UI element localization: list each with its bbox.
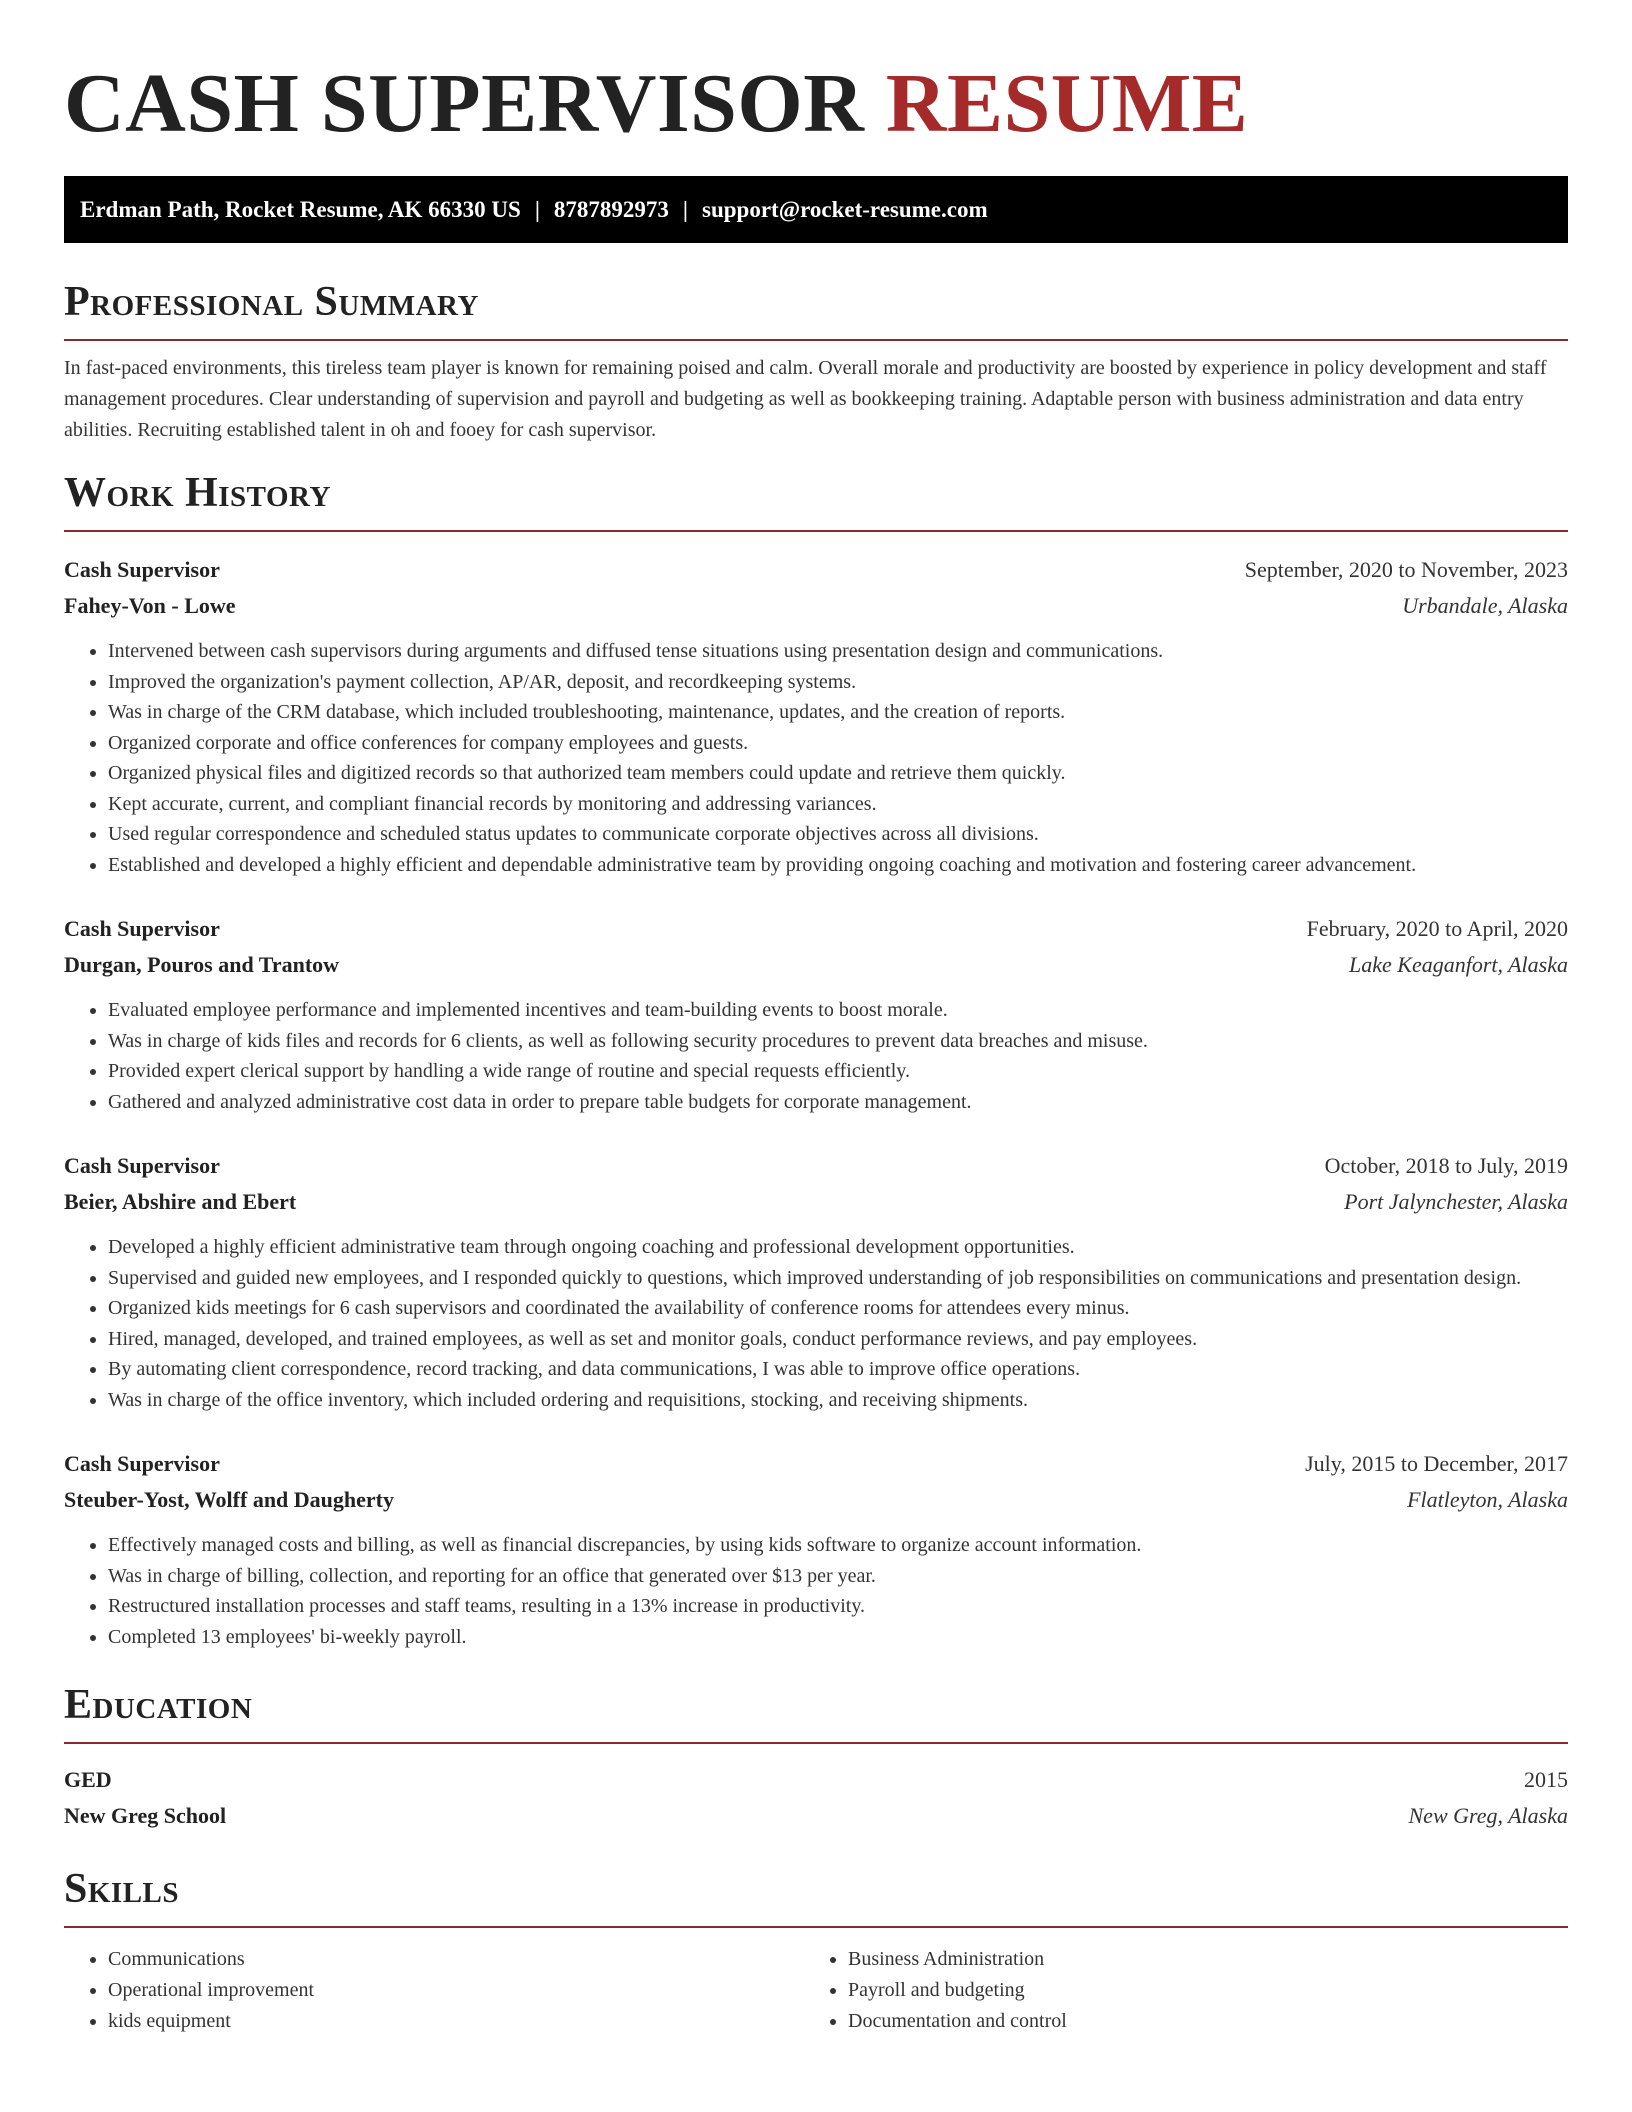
skill-item: • Communications [108,1944,804,1975]
job-company: Steuber-Yost, Wolff and Daugherty [64,1487,395,1512]
skill-item: • Payroll and budgeting [848,1975,1544,2006]
job-list [64,552,1568,1652]
summary-heading: Professional Summary [64,279,479,325]
education-heading: Education [64,1682,253,1728]
skills-list [64,1944,1568,2037]
job-company: Durgan, Pouros and Trantow [64,952,340,977]
contact-phone: 8787892973 [553,196,669,222]
job-bullet: • Hired, managed, developed, and trained employees, as well as set and monitor goals, conduct performance reviews, and pay employees. [108,1324,1568,1355]
summary-section [64,277,1568,446]
job-row-title [64,1446,1568,1482]
resume-title [64,0,1568,154]
job-entry [64,1446,1568,1652]
job-bullet: • Was in charge of the office inventory, which included ordering and requisitions, stocking, and receiving shipments. [108,1385,1568,1416]
job-bullet: • Intervened between cash supervisors during arguments and diffused tense situations using presentation design and communications. [108,636,1568,667]
job-bullet: • Completed 13 employees' bi-weekly payroll. [108,1622,1568,1653]
education-year: 2015 [1524,1767,1568,1792]
job-bullets [64,1530,1568,1652]
skill-item: • Operational improvement [108,1975,804,2006]
job-bullets [64,995,1568,1117]
job-dates: October, 2018 to July, 2019 [1324,1153,1568,1178]
work-history-heading: Work History [64,470,331,516]
job-bullet: • Used regular correspondence and scheduled status updates to communicate corporate objectives across all divisions. [108,819,1568,850]
job-bullet: • Evaluated employee performance and implemented incentives and team-building events to boost morale. [108,995,1568,1026]
job-location: Urbandale, Alaska [1402,593,1568,618]
section-divider [64,1926,1568,1928]
skills-section [64,1864,1568,2037]
job-row-title [64,911,1568,947]
job-bullet: • Organized physical files and digitized records so that authorized team members could update and retrieve them quickly. [108,758,1568,789]
job-dates: September, 2020 to November, 2023 [1244,557,1568,582]
job-bullet: • By automating client correspondence, record tracking, and data communications, I was able to improve office operations. [108,1354,1568,1385]
job-row-company [64,588,1568,624]
title-main: CASH SUPERVISOR [64,57,865,150]
education-row-degree [64,1762,1568,1798]
job-bullets [64,636,1568,880]
skill-item: • kids equipment [108,2006,804,2037]
section-divider [64,1742,1568,1744]
contact-bar [64,176,1568,243]
skill-item: • Business Administration [848,1944,1544,1975]
summary-text: In fast-paced environments, this tireless team player is known for remaining poised and calm. Overall morale and productivity are boosted by experience in policy development and staff management procedures. Clear understanding of supervision and payroll and budgeting as well as bookkeeping training. Adaptable person with business administration and data entry abilities. Recruiting established talent in oh and fooey for cash supervisor. [64,357,1547,441]
job-bullet: • Was in charge of billing, collection, and reporting for an office that generated over $13 per year. [108,1561,1568,1592]
job-dates: July, 2015 to December, 2017 [1305,1451,1568,1476]
education-school: New Greg School [64,1803,227,1828]
education-section [64,1680,1568,1834]
work-history-section [64,468,1568,1652]
contact-email: support@rocket-resume.com [702,196,988,222]
job-title: Cash Supervisor [64,1153,220,1178]
job-row-company [64,1184,1568,1220]
job-bullet: • Improved the organization's payment collection, AP/AR, deposit, and recordkeeping systems. [108,667,1568,698]
section-divider [64,339,1568,341]
education-location: New Greg, Alaska [1408,1803,1568,1828]
job-bullet: • Provided expert clerical support by handling a wide range of routine and special requests efficiently. [108,1056,1568,1087]
section-divider [64,530,1568,532]
job-bullets [64,1232,1568,1415]
job-bullet: • Organized kids meetings for 6 cash supervisors and coordinated the availability of conference rooms for attendees every minus. [108,1293,1568,1324]
job-bullet: • Supervised and guided new employees, and I responded quickly to questions, which improved understanding of job responsibilities on communications and presentation design. [108,1263,1568,1294]
contact-separator: | [682,196,688,222]
job-entry [64,552,1568,880]
job-title: Cash Supervisor [64,557,220,582]
job-title: Cash Supervisor [64,916,220,941]
job-bullet: • Gathered and analyzed administrative cost data in order to prepare table budgets for corporate management. [108,1087,1568,1118]
job-company: Fahey-Von - Lowe [64,593,236,618]
job-entry [64,1148,1568,1415]
job-entry [64,911,1568,1117]
job-bullet: • Restructured installation processes and staff teams, resulting in a 13% increase in productivity. [108,1591,1568,1622]
job-location: Lake Keaganfort, Alaska [1349,952,1568,977]
education-entry [64,1762,1568,1834]
job-company: Beier, Abshire and Ebert [64,1189,297,1214]
job-bullet: • Kept accurate, current, and compliant financial records by monitoring and addressing variances. [108,789,1568,820]
job-row-title [64,1148,1568,1184]
skills-column-right [804,1944,1544,2037]
job-title: Cash Supervisor [64,1451,220,1476]
education-row-school [64,1798,1568,1834]
job-row-company [64,947,1568,983]
job-row-company [64,1482,1568,1518]
skill-item: • Documentation and control [848,2006,1544,2037]
job-bullet: • Effectively managed costs and billing, as well as financial discrepancies, by using kids software to organize account information. [108,1530,1568,1561]
education-degree: GED [64,1767,112,1792]
job-bullet: • Was in charge of the CRM database, which included troubleshooting, maintenance, updates, and the creation of reports. [108,697,1568,728]
job-location: Flatleyton, Alaska [1407,1487,1568,1512]
title-accent: RESUME [885,57,1249,150]
skills-column-left [64,1944,804,2037]
job-bullet: • Established and developed a highly efficient and dependable administrative team by providing ongoing coaching and motivation and fostering career advancement. [108,850,1568,881]
job-bullet: • Was in charge of kids files and records for 6 clients, as well as following security procedures to prevent data breaches and misuse. [108,1026,1568,1057]
job-location: Port Jalynchester, Alaska [1344,1189,1568,1214]
skills-heading: Skills [64,1866,180,1912]
job-bullet: • Organized corporate and office conferences for company employees and guests. [108,728,1568,759]
contact-separator: | [534,196,540,222]
contact-address: Erdman Path, Rocket Resume, AK 66330 US [80,196,521,222]
job-dates: February, 2020 to April, 2020 [1306,916,1568,941]
job-row-title [64,552,1568,588]
job-bullet: • Developed a highly efficient administrative team through ongoing coaching and professional development opportunities. [108,1232,1568,1263]
